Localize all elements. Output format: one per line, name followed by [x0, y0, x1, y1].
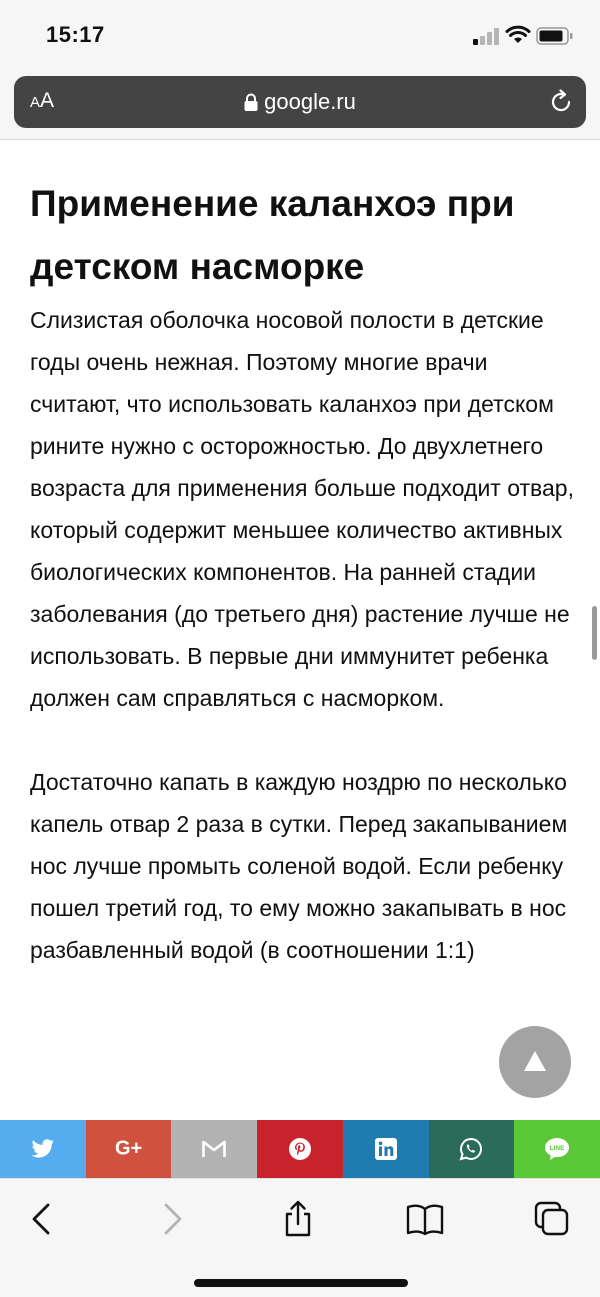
arrow-up-icon	[523, 1049, 547, 1073]
pinterest-icon	[289, 1138, 311, 1160]
gmail-icon	[202, 1140, 226, 1158]
share-twitter-button[interactable]	[0, 1120, 86, 1178]
line-icon	[544, 1137, 570, 1161]
share-linkedin-button[interactable]	[343, 1120, 429, 1178]
tabs-icon[interactable]	[532, 1199, 572, 1239]
reload-icon[interactable]	[548, 89, 574, 115]
article	[30, 172, 575, 971]
article-paragraph: Слизистая оболочка носовой полости в детские годы очень нежная. Поэтому многие врачи считают, что использовать каланхоэ при детском рините нужно с осторожностью. До двухлетнего возраста для применения больше подходит отвар, который содержит меньшее количество активных биологических компонентов. На ранней стадии заболевания (до третьего дня) растение лучше не использовать. В первые дни иммунитет ребенка должен сам справляться с насморком.	[30, 307, 574, 711]
status-bar	[0, 0, 600, 72]
scroll-to-top-button[interactable]	[499, 1026, 571, 1098]
status-time: 15:17	[46, 22, 105, 47]
battery-icon	[536, 27, 574, 45]
share-whatsapp-button[interactable]	[429, 1120, 515, 1178]
home-indicator[interactable]	[194, 1279, 408, 1287]
share-pinterest-button[interactable]	[257, 1120, 343, 1178]
signal-icon	[473, 27, 501, 45]
address-bar[interactable]	[14, 76, 586, 128]
article-paragraph: Достаточно капать в каждую ноздрю по несколько капель отвар 2 раза в сутки. Перед закапыванием нос лучше промыть соленой водой. Если ребенку пошел третий год, то ему можно закапывать в нос разбавленный водой (в соотношении 1:1)	[30, 769, 568, 963]
article-heading: Применение каланхоэ при детском насморке	[30, 183, 515, 287]
whatsapp-icon	[459, 1137, 483, 1161]
forward-icon[interactable]	[152, 1199, 192, 1239]
browser-toolbar	[0, 1178, 600, 1297]
lock-icon	[244, 93, 258, 111]
share-line-button[interactable]	[514, 1120, 600, 1178]
back-icon[interactable]	[22, 1199, 62, 1239]
linkedin-icon	[375, 1138, 397, 1160]
text-size-button[interactable]: AA	[30, 89, 55, 112]
share-bar	[0, 1120, 600, 1178]
share-icon[interactable]	[278, 1199, 318, 1239]
share-gmail-button[interactable]	[171, 1120, 257, 1178]
url-display[interactable]	[14, 89, 586, 115]
google-plus-icon: G+	[114, 1137, 143, 1160]
scroll-indicator[interactable]	[592, 606, 597, 660]
share-google-plus-button[interactable]	[86, 1120, 172, 1178]
wifi-icon	[505, 24, 531, 44]
bookmarks-icon[interactable]	[405, 1199, 445, 1239]
twitter-icon	[31, 1139, 55, 1159]
url-domain: google.ru	[264, 89, 356, 114]
svg-text:LINE: LINE	[549, 1145, 565, 1153]
browser-address-area	[0, 72, 600, 140]
